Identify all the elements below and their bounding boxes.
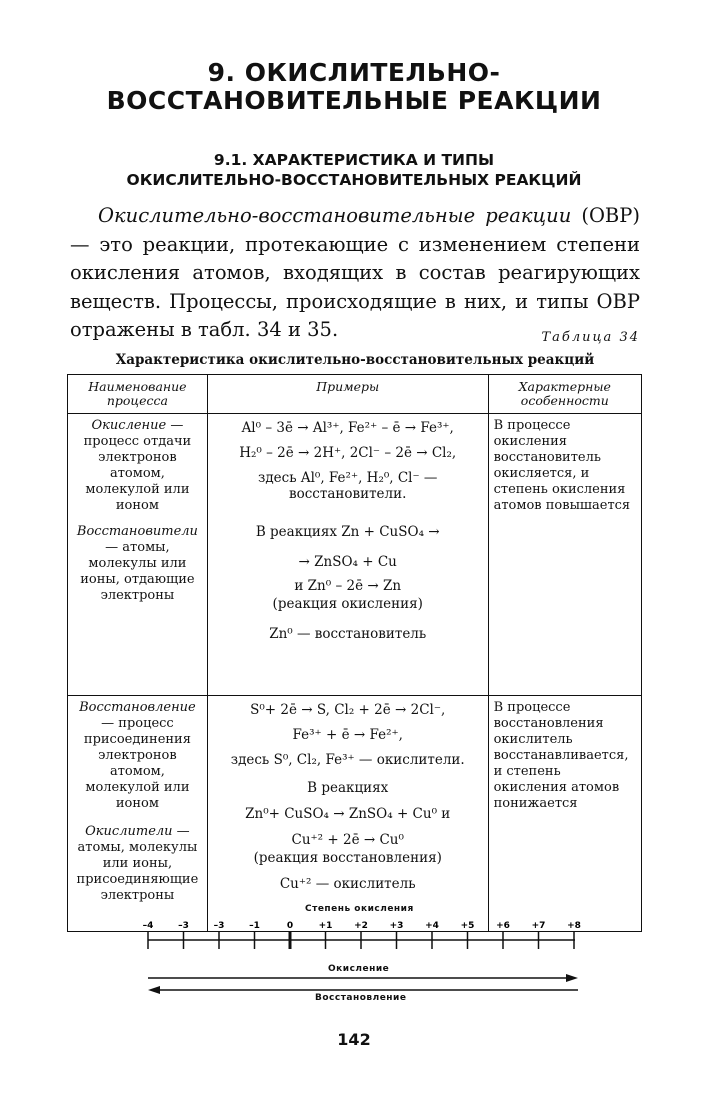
- reduction-definition-cell: [68, 696, 208, 932]
- reduction-term: Восстановление: [79, 700, 196, 715]
- oxidation-examples-cell: [207, 414, 488, 696]
- chapter-title-line1: 9. ОКИСЛИТЕЛЬНО-: [207, 58, 501, 87]
- scale-tick-label: 0: [286, 921, 294, 931]
- oxidation-arrow-head: [566, 974, 578, 982]
- section-title-line2: ОКИСЛИТЕЛЬНО-ВОССТАНОВИТЕЛЬНЫХ РЕАКЦИЙ: [126, 171, 582, 189]
- header-features: Характерные особенности: [488, 375, 641, 414]
- chapter-title-line2: ВОССТАНОВИТЕЛЬНЫЕ РЕАКЦИИ: [106, 86, 602, 115]
- reducers-term: Восстановители: [76, 524, 198, 539]
- scale-tick-label: –3: [213, 921, 225, 931]
- oxidation-example-7: (реакция окисления): [272, 596, 423, 612]
- table-row-oxidation: [68, 414, 642, 696]
- table-row-reduction: [68, 696, 642, 932]
- oxidation-example-8: Zn⁰ — восстановитель: [269, 626, 427, 642]
- reduction-example-2: Fe³⁺ + ē → Fe²⁺,: [292, 727, 403, 743]
- reducers-def: — атомы, молекулы или ионы, отдающие электроны: [80, 540, 195, 603]
- redox-table: [67, 374, 642, 932]
- scale-title: Степень окисления: [305, 904, 414, 914]
- reduction-def: — процесс присоединения электронов атомом, молекулой или ионом: [83, 716, 191, 811]
- table-label: Таблица 34: [541, 330, 640, 345]
- oxidation-label: Окисление: [328, 964, 390, 974]
- scale-tick-label: +8: [567, 921, 581, 931]
- header-process: Наименование процесса: [68, 375, 208, 414]
- oxidation-definition-cell: [68, 414, 208, 696]
- intro-term: Окислительно-восстановительные реакции: [98, 204, 572, 227]
- scale-tick-label: –3: [178, 921, 189, 931]
- reduction-example-6: Cu⁺² + 2ē → Cu⁰: [291, 832, 404, 848]
- oxidation-example-3: здесь Al⁰, Fe²⁺, H₂⁰, Cl⁻ — восстановители.: [258, 470, 438, 502]
- scale-ticks: [143, 921, 581, 949]
- reduction-example-1: S⁰+ 2ē → S, Cl₂ + 2ē → 2Cl⁻,: [250, 702, 446, 718]
- intro-paragraph: [70, 202, 640, 345]
- table-title: Характеристика окислительно-восстановительных реакций: [115, 352, 595, 368]
- scale-tick-label: +6: [496, 921, 510, 931]
- oxidation-state-scale: [140, 900, 590, 1010]
- oxidation-example-1: Al⁰ – 3ē → Al³⁺, Fe²⁺ – ē → Fe³⁺,: [241, 420, 454, 436]
- reduction-examples-cell: [207, 696, 488, 932]
- oxidation-feature-cell: В процессе окисления восстановитель окисляется, и степень окисления атомов повышается: [488, 414, 641, 696]
- scale-tick-label: –4: [142, 921, 154, 931]
- oxidizers-def: — атомы, молекулы или ионы, присоединяющие электроны: [76, 824, 199, 903]
- scale-tick-label: –1: [249, 921, 260, 931]
- scale-tick-label: +2: [354, 921, 368, 931]
- table-header-row: [68, 375, 642, 414]
- reduction-example-4: В реакциях: [307, 780, 389, 796]
- scale-tick-label: +7: [531, 921, 546, 931]
- reduction-arrow-head: [148, 986, 160, 994]
- oxidation-example-5: → ZnSO₄ + Cu: [298, 554, 397, 570]
- oxidation-term: Окисление: [91, 418, 167, 433]
- oxidation-example-2: H₂⁰ – 2ē → 2H⁺, 2Cl⁻ – 2ē → Cl₂,: [239, 445, 457, 461]
- intro-text: (ОВР) — это реакции, протекающие с изменением степени окисления атомов, входящих в состав реагирующих веществ. Процессы, происходящие в них, и типы ОВР отражены в табл. 34 и 35.: [70, 204, 640, 341]
- scale-tick-label: +1: [318, 921, 333, 931]
- reduction-feature-cell: В процессе восстановления окислитель восстанавливается, и степень окисления атомов понижается: [488, 696, 641, 932]
- oxidation-example-4: В реакциях Zn + CuSO₄ →: [255, 524, 440, 540]
- reduction-example-7: (реакция восстановления): [253, 850, 442, 866]
- reduction-example-5: Zn⁰+ CuSO₄ → ZnSO₄ + Cu⁰ и: [245, 806, 451, 822]
- scale-tick-label: +4: [425, 921, 439, 931]
- section-title-line1: 9.1. ХАРАКТЕРИСТИКА И ТИПЫ: [213, 151, 495, 169]
- oxidation-example-6: и Zn⁰ – 2ē → Zn: [294, 578, 402, 594]
- reduction-example-8: Cu⁺² — окислитель: [279, 876, 416, 892]
- oxidation-def: — процесс отдачи электронов атомом, молекулой или ионом: [83, 418, 192, 513]
- scale-tick-label: +3: [389, 921, 404, 931]
- reduction-label: Восстановление: [315, 993, 407, 1003]
- reduction-example-3: здесь S⁰, Cl₂, Fe³⁺ — окислители.: [230, 752, 465, 768]
- scale-tick-label: +5: [460, 921, 475, 931]
- page-number: 142: [337, 1030, 371, 1049]
- oxidizers-term: Окислители: [85, 824, 173, 839]
- header-examples: Примеры: [207, 375, 488, 414]
